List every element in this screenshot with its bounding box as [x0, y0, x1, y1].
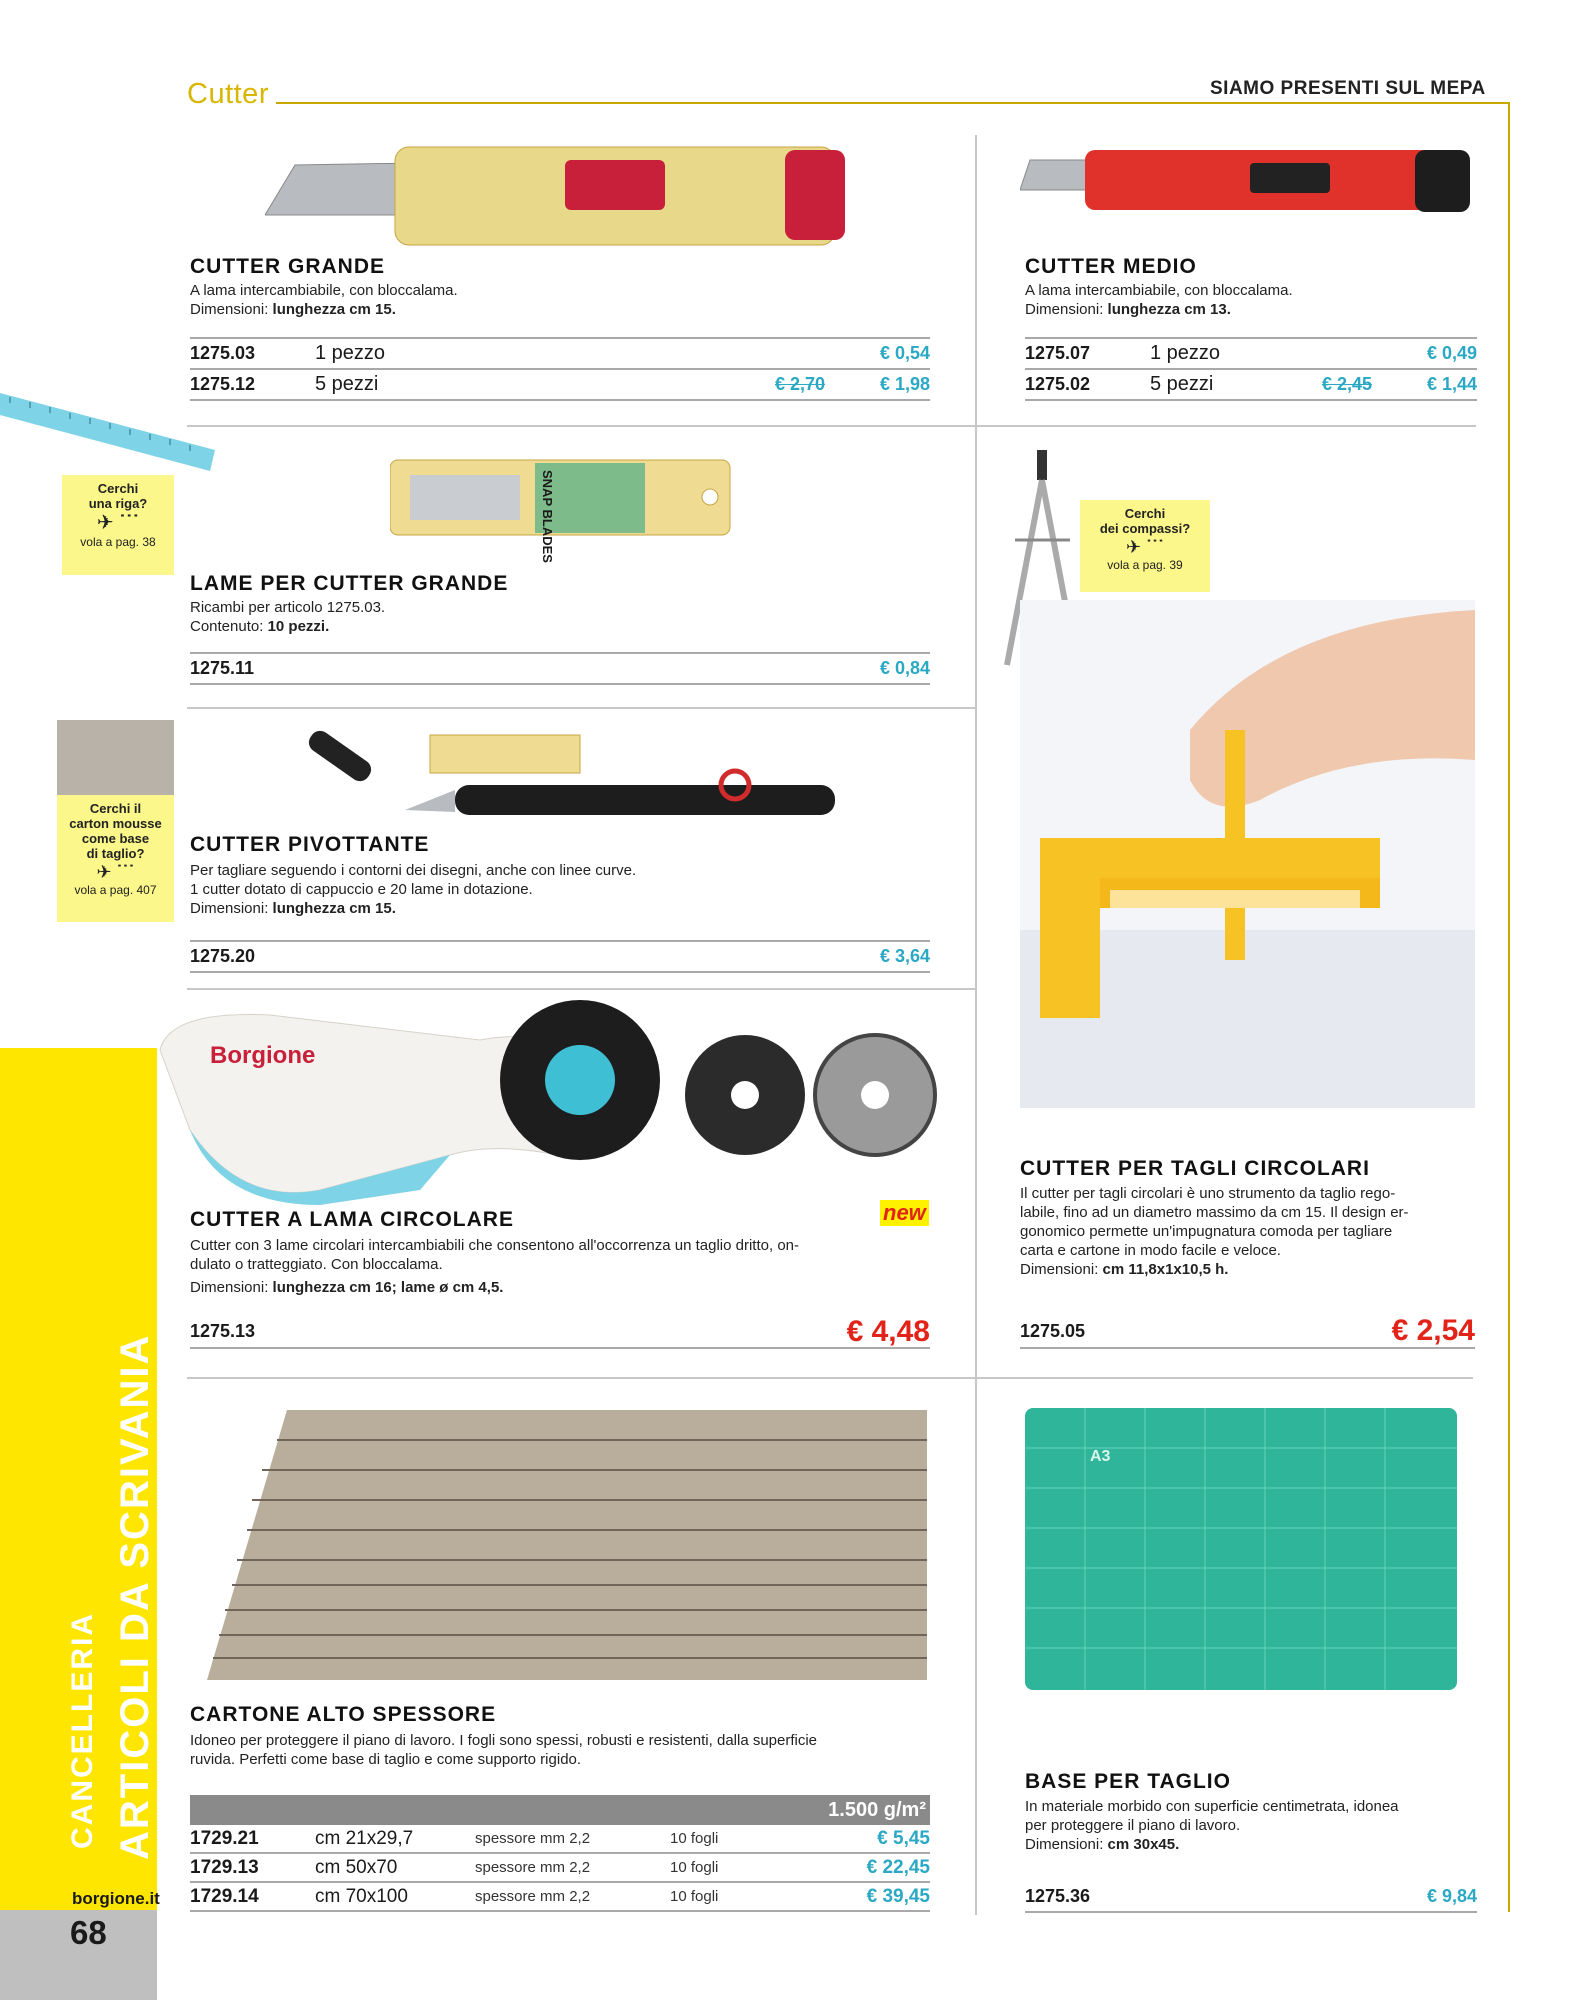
page-number: 68: [70, 1914, 107, 1951]
ruler-image: [0, 393, 215, 473]
price-row: 1275.13 € 4,48: [190, 1314, 930, 1348]
row-divider: [976, 1377, 1473, 1379]
product-title: CUTTER PER TAGLI CIRCOLARI: [1020, 1157, 1370, 1180]
header-vertical-rule: [1508, 102, 1510, 1912]
sticky-note-carton: Cerchi il carton mousse come base di taglio? ✈ ˙˙˙ vola a pag. 407: [57, 795, 174, 922]
pack-label: SNAP BLADES: [540, 470, 555, 563]
row-divider: [187, 707, 975, 709]
price-table: [190, 652, 930, 685]
table-row: 1275.11 € 0,84: [190, 654, 930, 685]
header-rule: [276, 102, 1508, 104]
product-title: LAME PER CUTTER GRANDE: [190, 572, 509, 595]
cutter-medio-image: [1020, 145, 1475, 220]
site-label: borgione.it: [72, 1889, 160, 1908]
row-divider: [187, 1377, 975, 1379]
cutter-pivottante-image: [305, 730, 845, 830]
table-row: 1729.14 cm 70x100 spessore mm 2,2 10 fogli € 39,45: [190, 1883, 930, 1912]
sticky-note-ruler: Cerchi una riga? ✈ ˙˙˙ vola a pag. 38: [62, 475, 174, 575]
product-description: Cutter con 3 lame circolari intercambiabili che consentono all'occorrenza un taglio dritto, on- dulato o tratteggiato. Con bloccalama. Dimensioni: lunghezza cm 16; lame ø cm 4,5.: [190, 1237, 800, 1296]
price-table: [1025, 337, 1477, 401]
table-row: 1729.21 cm 21x29,7 spessore mm 2,2 10 fogli € 5,45: [190, 1825, 930, 1854]
table-row: 1275.02 5 pezzi € 2,45 € 1,44: [1025, 370, 1477, 401]
paper-plane-icon: ✈ ˙˙˙: [96, 862, 135, 882]
price-table: [1025, 1882, 1477, 1913]
product-description: In materiale morbido con superficie centimetrata, idonea per proteggere il piano di lavoro. Dimensioni: cm 30x45.: [1025, 1798, 1399, 1853]
carton-mousse-image: [57, 720, 174, 795]
cartone-image: [207, 1410, 927, 1680]
row-divider: [976, 425, 1476, 427]
new-badge: new: [880, 1200, 929, 1226]
row-divider: [187, 425, 975, 427]
product-title: CUTTER PIVOTTANTE: [190, 833, 430, 856]
cutter-grande-image: [265, 135, 865, 265]
lama-circolare-image: [150, 990, 940, 1205]
product-title: BASE PER TAGLIO: [1025, 1770, 1231, 1793]
mat-size-label: A3: [1090, 1448, 1111, 1465]
table-row: 1275.20 € 3,64: [190, 942, 930, 973]
product-description: Il cutter per tagli circolari è uno strumento da taglio rego- labile, fino ad un diametro massimo da cm 15. Il design er- gonomico permette un'impugnatura comoda per tagliare carta e cartone in modo facile e veloce. Dimensioni: cm 11,8x1x10,5 h.: [1020, 1185, 1409, 1278]
table-row: 1729.13 cm 50x70 spessore mm 2,2 10 fogli € 22,45: [190, 1854, 930, 1883]
paper-plane-icon: ✈ ˙˙˙: [1125, 537, 1165, 557]
product-description: Per tagliare seguendo i contorni dei disegni, anche con linee curve. 1 cutter dotato di cappuccio e 20 lame in dotazione. Dimensioni: lunghezza cm 15.: [190, 862, 637, 917]
sticky-note-compass: Cerchi dei compassi? ✈ ˙˙˙ vola a pag. 39: [1080, 500, 1210, 592]
product-description: A lama intercambiabile, con bloccalama. Dimensioni: lunghezza cm 13.: [1025, 282, 1293, 318]
category-label: CANCELLERIA: [66, 1612, 99, 1849]
brand-logo: Borgione: [210, 1042, 316, 1069]
product-title: CUTTER A LAMA CIRCOLARE: [190, 1208, 514, 1231]
table-row: 1275.12 5 pezzi € 2,70 € 1,98: [190, 370, 930, 401]
product-description: A lama intercambiabile, con bloccalama. Dimensioni: lunghezza cm 15.: [190, 282, 458, 318]
price-table: [190, 940, 930, 973]
lame-pack-image: [390, 455, 740, 540]
product-description: Ricambi per articolo 1275.03. Contenuto: 10 pezzi.: [190, 599, 386, 635]
table-row: 1275.03 1 pezzo € 0,54: [190, 339, 930, 370]
product-title: CARTONE ALTO SPESSORE: [190, 1703, 497, 1726]
product-title: CUTTER GRANDE: [190, 255, 385, 278]
table-header: 1.500 g/m²: [190, 1795, 930, 1825]
subcategory-label: ARTICOLI DA SCRIVANIA: [113, 1333, 157, 1860]
product-title: CUTTER MEDIO: [1025, 255, 1197, 278]
column-divider: [975, 135, 977, 1915]
price-row: 1275.05 € 2,54: [1020, 1314, 1475, 1347]
table-row: 1275.07 1 pezzo € 0,49: [1025, 339, 1477, 370]
product-description: Idoneo per proteggere il piano di lavoro. I fogli sono spessi, robusti e resistenti, dalla superficie ruvida. Perfetti come base di taglio e come supporto rigido.: [190, 1732, 818, 1768]
price-table: [190, 337, 930, 401]
cartone-table: [190, 1795, 930, 1912]
tagli-circolari-image: [1020, 600, 1475, 1108]
section-title: Cutter: [187, 78, 269, 110]
table-row: 1275.36 € 9,84: [1025, 1882, 1477, 1913]
paper-plane-icon: ✈ ˙˙˙: [96, 512, 140, 534]
mepa-notice: SIAMO PRESENTI SUL MEPA: [1210, 78, 1486, 99]
